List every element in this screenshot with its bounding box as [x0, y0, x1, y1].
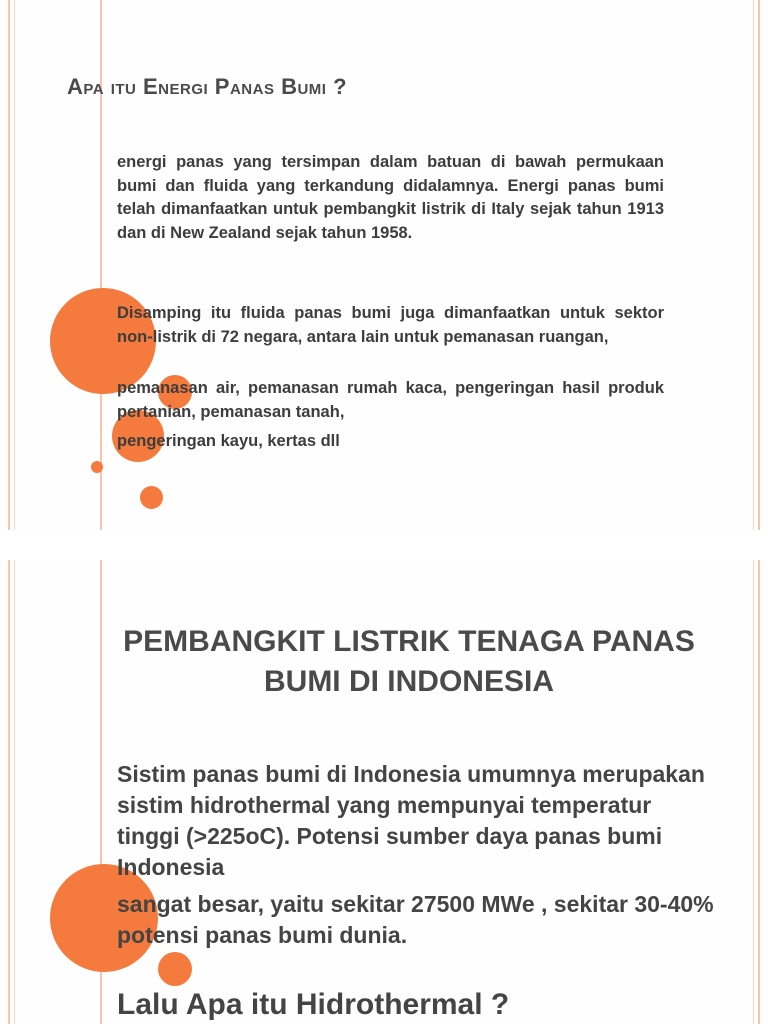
decorative-line	[753, 0, 754, 530]
decorative-line	[8, 560, 10, 1024]
subheading: Lalu Apa itu Hidrothermal ?	[117, 988, 510, 1021]
slide-title: Apa itu Energi Panas Bumi ?	[67, 74, 348, 99]
paragraph: Sistim panas bumi di Indonesia umumnya merupakan sistim hidrothermal yang mempunyai temperatur tinggi (>225oC). Potensi sumber daya panas bumi Indonesia	[117, 761, 705, 880]
slide-2	[0, 560, 768, 1024]
decorative-circle	[140, 486, 163, 509]
paragraph: pemanasan air, pemanasan rumah kaca, pengeringan hasil produk pertanian, pemanasan tanah,	[117, 379, 664, 421]
decorative-line	[8, 0, 10, 530]
paragraph: pengeringan kayu, kertas dll	[117, 432, 340, 450]
decorative-line	[14, 560, 15, 1024]
decorative-line	[758, 560, 760, 1024]
paragraph: Disamping itu fluida panas bumi juga dimanfaatkan untuk sektor non-listrik di 72 negara, antara lain untuk pemanasan ruangan,	[117, 304, 664, 346]
slide-title: PEMBANGKIT LISTRIK TENAGA PANAS BUMI DI INDONESIA	[123, 625, 695, 698]
slide-gap	[0, 530, 768, 560]
decorative-line	[753, 560, 754, 1024]
decorative-line	[758, 0, 760, 530]
decorative-line	[14, 0, 15, 530]
decorative-circle	[91, 461, 103, 473]
decorative-circle	[158, 952, 192, 986]
paragraph: energi panas yang tersimpan dalam batuan di bawah permukaan bumi dan fluida yang terkandung didalamnya. Energi panas bumi telah dimanfaatkan untuk pembangkit listrik di Italy sejak tahun 1913 dan di New Zealand sejak tahun 1958.	[117, 153, 664, 242]
paragraph: sangat besar, yaitu sekitar 27500 MWe , sekitar 30-40% potensi panas bumi dunia.	[117, 891, 714, 948]
